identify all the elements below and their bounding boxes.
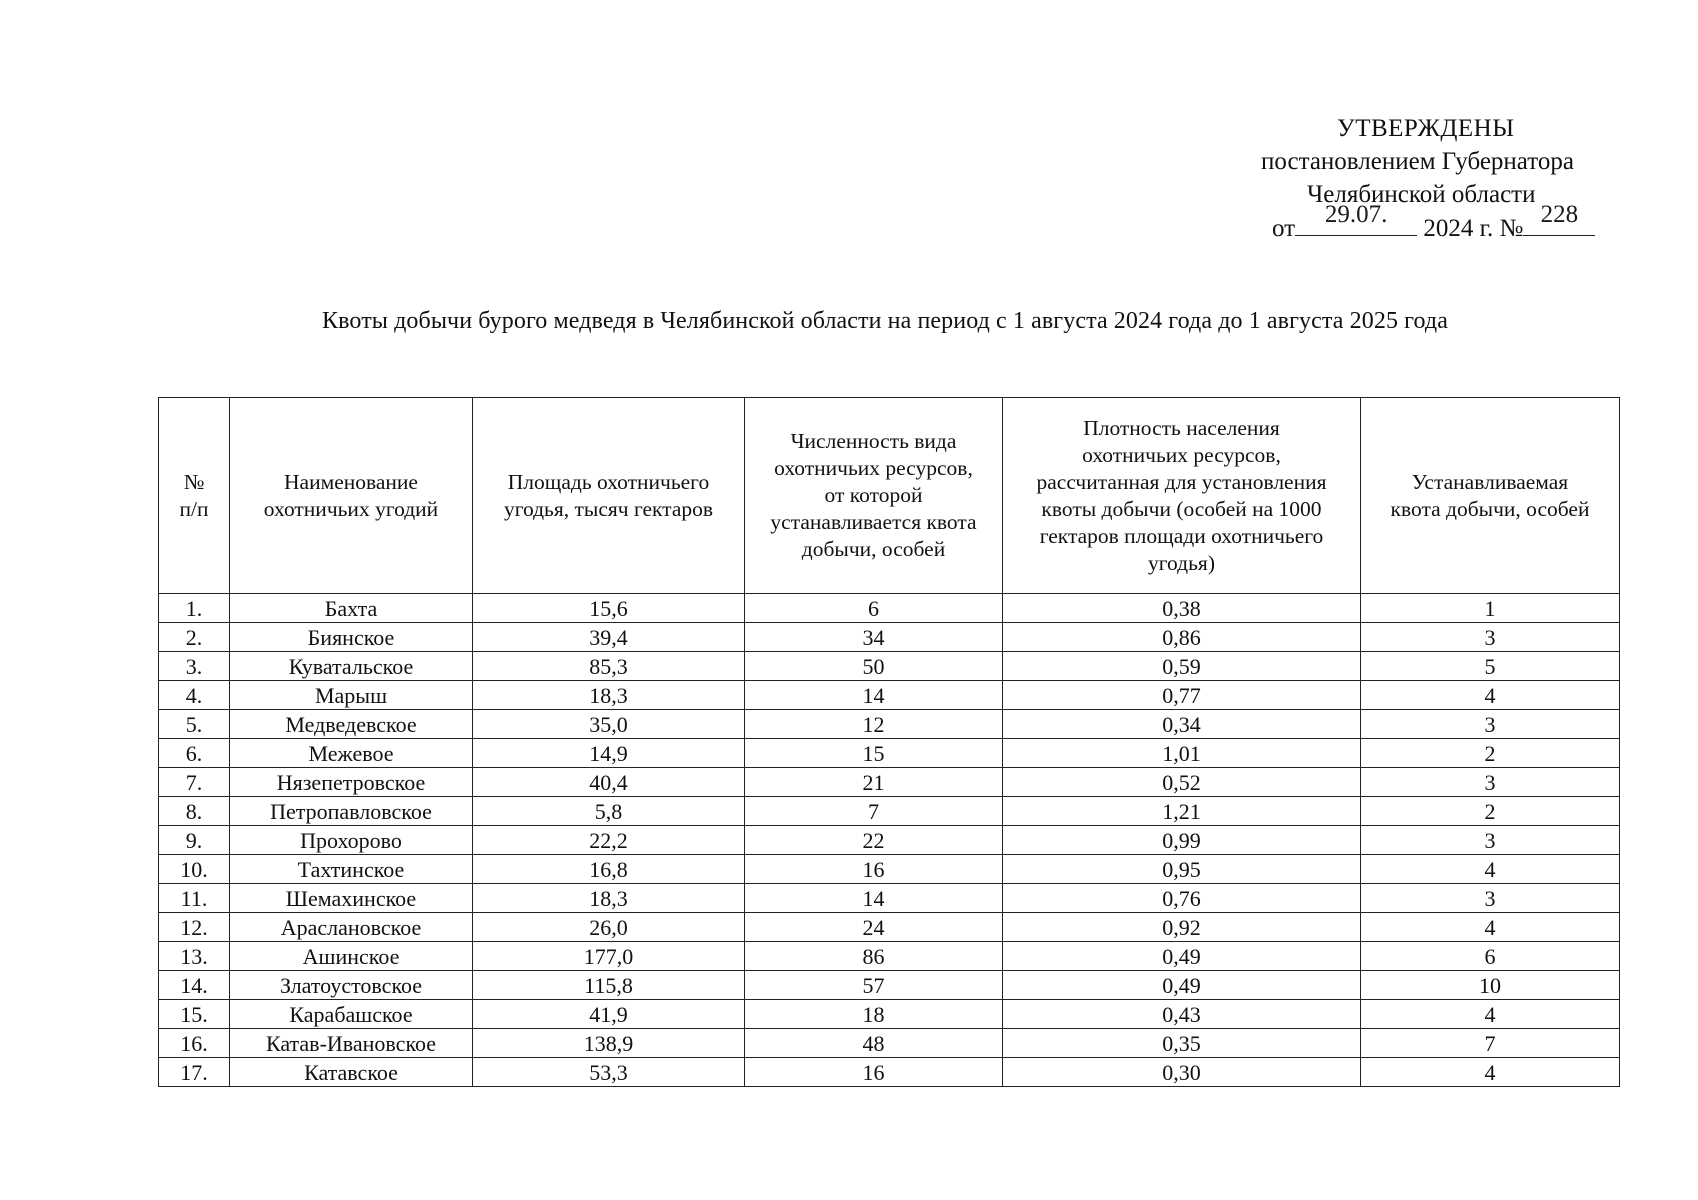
cell-density: 0,34 <box>1003 710 1361 739</box>
cell-num: 4. <box>159 681 230 710</box>
cell-density: 0,92 <box>1003 913 1361 942</box>
cell-name: Петропавловское <box>230 797 473 826</box>
cell-area: 26,0 <box>473 913 745 942</box>
document-title: Квоты добычи бурого медведя в Челябинской области на период с 1 августа 2024 года до 1 августа 2025 года <box>322 308 1448 334</box>
header-population: Численность вида охотничьих ресурсов, от которой устанавливается квота добычи, особей <box>745 398 1003 594</box>
cell-population: 14 <box>745 681 1003 710</box>
cell-quota: 7 <box>1361 1029 1620 1058</box>
cell-density: 0,49 <box>1003 942 1361 971</box>
cell-density: 0,86 <box>1003 623 1361 652</box>
cell-area: 138,9 <box>473 1029 745 1058</box>
header-density: Плотность населения охотничьих ресурсов, рассчитанная для установления квоты добычи (особей на 1000 гектаров площади охотничьего угодья) <box>1003 398 1361 594</box>
cell-name: Нязепетровское <box>230 768 473 797</box>
cell-area: 53,3 <box>473 1058 745 1087</box>
cell-density: 1,21 <box>1003 797 1361 826</box>
table-row <box>159 1058 1620 1087</box>
cell-population: 6 <box>745 594 1003 623</box>
cell-quota: 4 <box>1361 913 1620 942</box>
cell-quota: 3 <box>1361 768 1620 797</box>
cell-quota: 1 <box>1361 594 1620 623</box>
cell-num: 5. <box>159 710 230 739</box>
cell-population: 57 <box>745 971 1003 1000</box>
cell-num: 15. <box>159 1000 230 1029</box>
cell-density: 0,49 <box>1003 971 1361 1000</box>
table-header-row <box>159 398 1620 594</box>
cell-density: 0,35 <box>1003 1029 1361 1058</box>
cell-name: Тахтинское <box>230 855 473 884</box>
cell-name: Биянское <box>230 623 473 652</box>
date-blank <box>1295 201 1417 236</box>
cell-quota: 3 <box>1361 884 1620 913</box>
cell-population: 7 <box>745 797 1003 826</box>
cell-quota: 4 <box>1361 681 1620 710</box>
cell-population: 48 <box>745 1029 1003 1058</box>
cell-density: 0,76 <box>1003 884 1361 913</box>
cell-area: 14,9 <box>473 739 745 768</box>
cell-area: 39,4 <box>473 623 745 652</box>
cell-name: Прохорово <box>230 826 473 855</box>
cell-population: 16 <box>745 1058 1003 1087</box>
cell-population: 15 <box>745 739 1003 768</box>
table-row <box>159 826 1620 855</box>
cell-area: 18,3 <box>473 681 745 710</box>
table-row <box>159 710 1620 739</box>
approval-region-line: Челябинской области <box>1307 181 1536 208</box>
cell-population: 12 <box>745 710 1003 739</box>
cell-area: 41,9 <box>473 1000 745 1029</box>
cell-density: 0,52 <box>1003 768 1361 797</box>
cell-name: Куватальское <box>230 652 473 681</box>
table-row <box>159 623 1620 652</box>
table-row <box>159 971 1620 1000</box>
cell-population: 21 <box>745 768 1003 797</box>
table-row <box>159 1029 1620 1058</box>
cell-quota: 3 <box>1361 623 1620 652</box>
table-row <box>159 797 1620 826</box>
cell-quota: 4 <box>1361 855 1620 884</box>
cell-name: Златоустовское <box>230 971 473 1000</box>
table-row <box>159 855 1620 884</box>
cell-population: 24 <box>745 913 1003 942</box>
approval-decree-line: постановлением Губернатора <box>1261 148 1574 175</box>
header-num: № п/п <box>159 398 230 594</box>
cell-name: Медведевское <box>230 710 473 739</box>
cell-num: 1. <box>159 594 230 623</box>
cell-num: 9. <box>159 826 230 855</box>
cell-name: Ашинское <box>230 942 473 971</box>
cell-num: 8. <box>159 797 230 826</box>
table-row <box>159 681 1620 710</box>
cell-area: 85,3 <box>473 652 745 681</box>
cell-num: 10. <box>159 855 230 884</box>
cell-population: 34 <box>745 623 1003 652</box>
cell-num: 16. <box>159 1029 230 1058</box>
cell-quota: 2 <box>1361 797 1620 826</box>
cell-area: 177,0 <box>473 942 745 971</box>
cell-quota: 4 <box>1361 1000 1620 1029</box>
quota-table <box>158 397 1620 1087</box>
cell-area: 115,8 <box>473 971 745 1000</box>
table-row <box>159 913 1620 942</box>
table-row <box>159 739 1620 768</box>
table-row <box>159 884 1620 913</box>
cell-population: 22 <box>745 826 1003 855</box>
cell-quota: 5 <box>1361 652 1620 681</box>
cell-area: 5,8 <box>473 797 745 826</box>
approval-date-line <box>1230 201 1610 247</box>
cell-num: 13. <box>159 942 230 971</box>
table-row <box>159 652 1620 681</box>
number-blank <box>1523 201 1595 236</box>
table-row <box>159 942 1620 971</box>
header-area: Площадь охотничьего угодья, тысяч гектаров <box>473 398 745 594</box>
cell-area: 18,3 <box>473 884 745 913</box>
handwritten-date: 29.07. <box>1324 201 1388 228</box>
cell-quota: 3 <box>1361 826 1620 855</box>
table-row <box>159 1000 1620 1029</box>
cell-population: 86 <box>745 942 1003 971</box>
date-prefix: от <box>1272 215 1296 242</box>
cell-area: 22,2 <box>473 826 745 855</box>
cell-density: 0,99 <box>1003 826 1361 855</box>
cell-population: 18 <box>745 1000 1003 1029</box>
cell-quota: 3 <box>1361 710 1620 739</box>
cell-density: 0,77 <box>1003 681 1361 710</box>
cell-area: 35,0 <box>473 710 745 739</box>
header-name: Наименование охотничьих угодий <box>230 398 473 594</box>
cell-density: 0,95 <box>1003 855 1361 884</box>
cell-name: Араслановское <box>230 913 473 942</box>
cell-num: 7. <box>159 768 230 797</box>
approval-stamp <box>1230 112 1610 247</box>
cell-name: Карабашское <box>230 1000 473 1029</box>
cell-name: Бахта <box>230 594 473 623</box>
cell-quota: 2 <box>1361 739 1620 768</box>
cell-quota: 6 <box>1361 942 1620 971</box>
cell-num: 17. <box>159 1058 230 1087</box>
cell-density: 0,30 <box>1003 1058 1361 1087</box>
cell-quota: 10 <box>1361 971 1620 1000</box>
cell-num: 3. <box>159 652 230 681</box>
cell-area: 40,4 <box>473 768 745 797</box>
cell-num: 11. <box>159 884 230 913</box>
cell-density: 0,38 <box>1003 594 1361 623</box>
cell-population: 16 <box>745 855 1003 884</box>
cell-num: 12. <box>159 913 230 942</box>
cell-num: 2. <box>159 623 230 652</box>
cell-num: 6. <box>159 739 230 768</box>
cell-area: 16,8 <box>473 855 745 884</box>
cell-name: Межевое <box>230 739 473 768</box>
cell-area: 15,6 <box>473 594 745 623</box>
cell-density: 1,01 <box>1003 739 1361 768</box>
cell-population: 14 <box>745 884 1003 913</box>
table-row <box>159 594 1620 623</box>
handwritten-number: 228 <box>1540 201 1579 228</box>
cell-num: 14. <box>159 971 230 1000</box>
cell-name: Катав-Ивановское <box>230 1029 473 1058</box>
approval-heading: УТВЕРЖДЕНЫ <box>1337 115 1515 142</box>
year-text: 2024 г. № <box>1423 215 1524 242</box>
header-quota: Устанавливаемая квота добычи, особей <box>1361 398 1620 594</box>
cell-name: Катавское <box>230 1058 473 1087</box>
cell-name: Шемахинское <box>230 884 473 913</box>
cell-quota: 4 <box>1361 1058 1620 1087</box>
cell-name: Марыш <box>230 681 473 710</box>
cell-density: 0,43 <box>1003 1000 1361 1029</box>
cell-density: 0,59 <box>1003 652 1361 681</box>
table-body <box>159 594 1620 1087</box>
cell-population: 50 <box>745 652 1003 681</box>
table-row <box>159 768 1620 797</box>
